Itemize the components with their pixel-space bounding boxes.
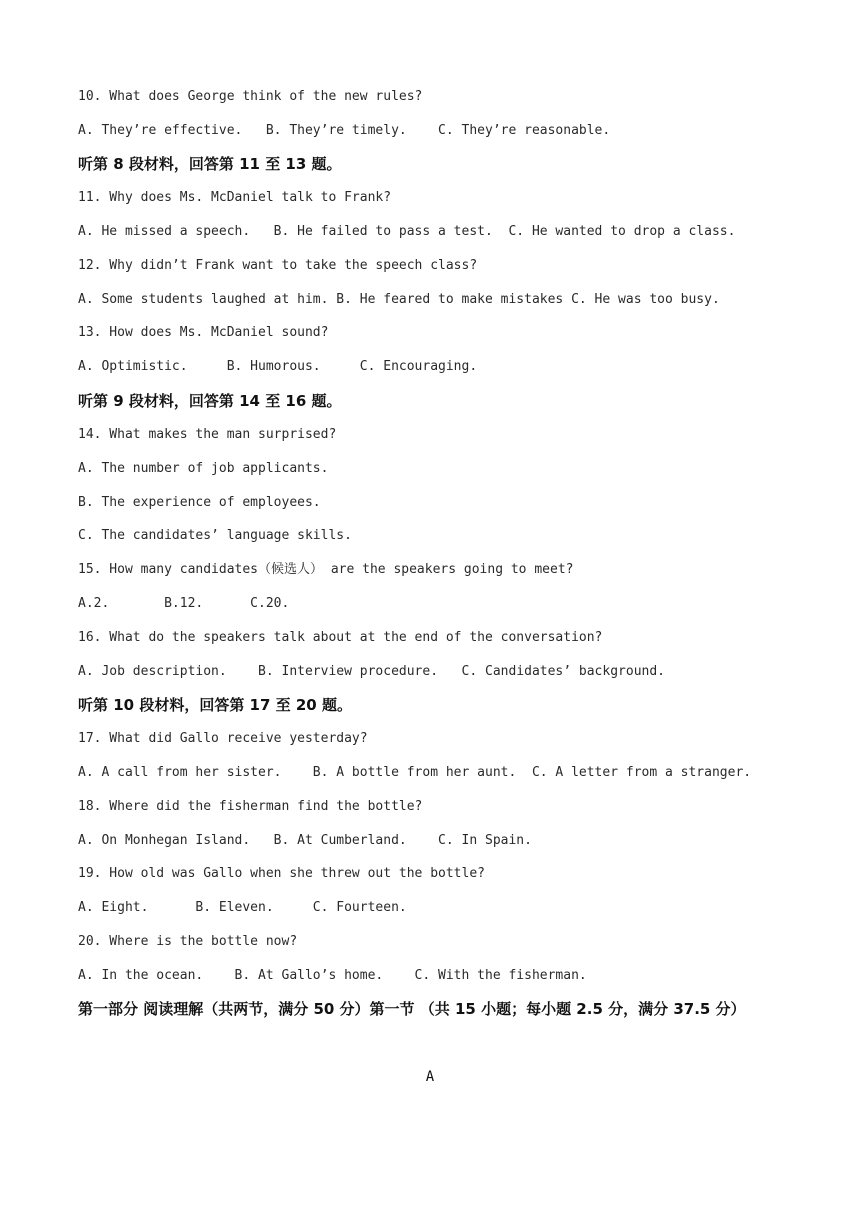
section-heading-9: 听第 9 段材料，回答第 14 至 16 题。 (78, 392, 342, 410)
options-13: A. Optimistic. B. Humorous. C. Encouraging. (78, 359, 478, 374)
option-14b: B. The experience of employees. (78, 495, 321, 510)
options-18: A. On Monhegan Island. B. At Cumberland. C. In Spain. (78, 833, 532, 848)
options-11: A. He missed a speech. B. He failed to pass a test. C. He wanted to drop a class. (78, 224, 736, 239)
option-14a: A. The number of job applicants. (78, 461, 329, 476)
options-20: A. In the ocean. B. At Gallo’s home. C. With the fisherman. (78, 968, 587, 983)
options-16: A. Job description. B. Interview procedure. C. Candidates’ background. (78, 664, 665, 679)
question-16: 16. What do the speakers talk about at the end of the conversation? (78, 630, 603, 645)
question-10: 10. What does George think of the new rules? (78, 89, 423, 104)
question-14: 14. What makes the man surprised? (78, 427, 337, 442)
question-20: 20. Where is the bottle now? (78, 934, 298, 949)
section-heading-10: 听第 10 段材料，回答第 17 至 20 题。 (78, 696, 352, 714)
question-19: 19. How old was Gallo when she threw out the bottle? (78, 866, 485, 881)
question-12: 12. Why didn’t Frank want to take the speech class? (78, 258, 478, 273)
options-15: A.2. B.12. C.20. (78, 596, 290, 611)
options-12: A. Some students laughed at him. B. He feared to make mistakes C. He was too busy. (78, 292, 720, 307)
question-15: 15. How many candidates（候选人） are the speakers going to meet? (78, 562, 574, 577)
passage-label: A (425, 1069, 435, 1085)
section-heading-8: 听第 8 段材料，回答第 11 至 13 题。 (78, 155, 342, 173)
option-14c: C. The candidates’ language skills. (78, 528, 352, 543)
question-18: 18. Where did the fisherman find the bottle? (78, 799, 423, 814)
options-19: A. Eight. B. Eleven. C. Fourteen. (78, 900, 407, 915)
question-11: 11. Why does Ms. McDaniel talk to Frank? (78, 190, 392, 205)
options-10: A. They’re effective. B. They’re timely. C. They’re reasonable. (78, 123, 611, 138)
question-17: 17. What did Gallo receive yesterday? (78, 731, 368, 746)
options-17: A. A call from her sister. B. A bottle from her aunt. C. A letter from a stranger. (78, 765, 752, 780)
reading-section-title: 第一部分 阅读理解（共两节，满分 50 分）第一节 （共 15 小题；每小题 2.5 分，满分 37.5 分） (78, 1000, 746, 1018)
question-13: 13. How does Ms. McDaniel sound? (78, 325, 329, 340)
